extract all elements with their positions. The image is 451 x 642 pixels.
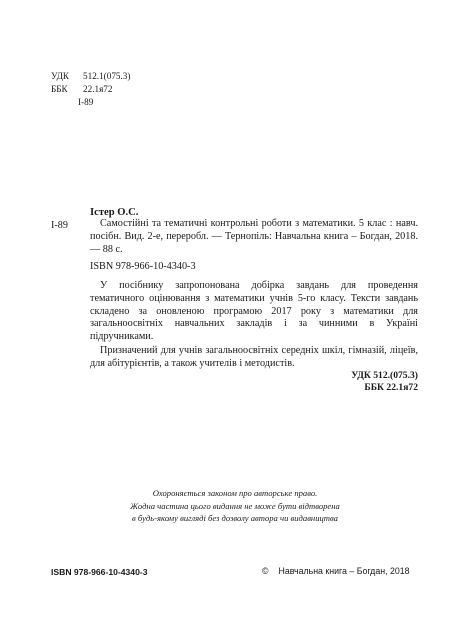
codes-right xyxy=(351,370,418,394)
copyright-icon: © xyxy=(262,566,269,576)
bibliographic-description: Самостійні та тематичні контрольні роботи з математики. 5 клас : навч. посібн. Вид. 2-е, переробл. — Тернопіль: Навчальна книга – Богдан, 2018. — 88 с. xyxy=(90,218,418,255)
udk-value: 512.1(075.3) xyxy=(83,71,131,81)
udk-code-right: УДК 512.(075.3) xyxy=(351,370,418,381)
udk-label: УДК xyxy=(51,71,69,81)
bbk-row xyxy=(51,83,113,95)
copyright-notice-line-3: в будь-якому вигляді без дозволу автора чи видавництва xyxy=(132,513,338,524)
author-code-top: І-89 xyxy=(78,97,94,107)
footer-copyright xyxy=(262,566,410,576)
author-name: Істер О.С. xyxy=(90,207,139,218)
annotation-paragraph-1: У посібнику запропонована добірка завдань для проведення тематичного оцінювання з математики учнів 5-го класу. Тексти завдань складено за оновленою програмою 2017 року з математики для загальноосвітніх навчальних закладів і за чинними в Україні підручниками. xyxy=(90,280,418,343)
isbn-line: ISBN 978-966-10-4340-3 xyxy=(90,261,196,272)
footer-copyright-text: Навчальна книга – Богдан, 2018 xyxy=(278,566,410,576)
bbk-label: ББК xyxy=(51,84,68,94)
copyright-notice-line-2: Жодна частина цього видання не може бути відтворена xyxy=(130,500,340,511)
udk-row xyxy=(51,70,130,82)
author-code: І-89 xyxy=(51,220,68,231)
bbk-code-right: ББК 22.1я72 xyxy=(364,382,418,393)
bbk-value: 22.1я72 xyxy=(83,84,113,94)
annotation-paragraph-2: Призначений для учнів загальноосвітніх середніх шкіл, гімназій, ліцеїв, для абітурієнтів, а також учителів і методистів. xyxy=(90,345,418,369)
copyright-notice-line-1: Охороняється законом про авторське право. xyxy=(152,488,318,498)
footer-isbn: ISBN 978-966-10-4340-3 xyxy=(51,567,148,577)
copyright-notice xyxy=(100,487,370,525)
